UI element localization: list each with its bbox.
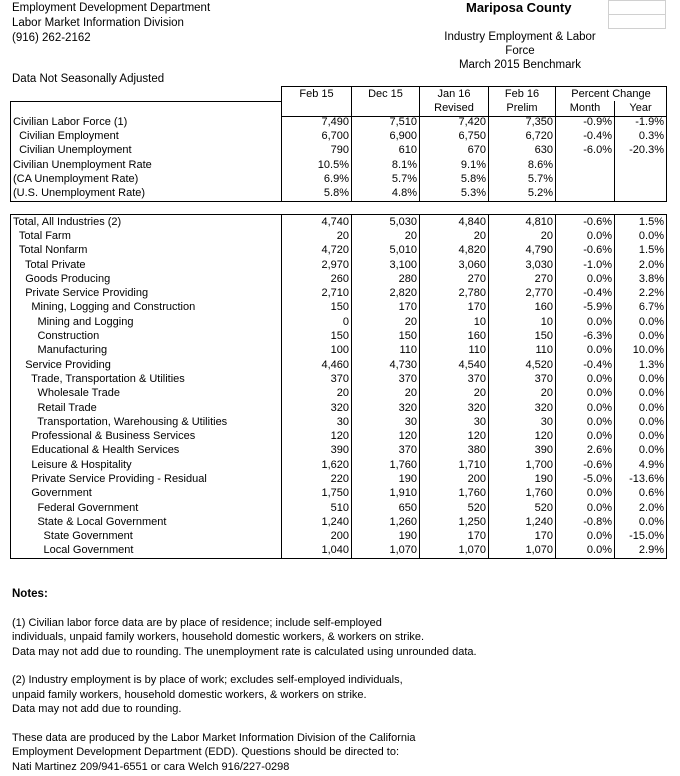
cell-feb15: 150	[282, 301, 352, 315]
cell-feb16: 270	[489, 272, 556, 286]
cell-year-change: 2.2%	[615, 286, 667, 300]
labor-force-row	[11, 129, 667, 143]
cell-feb15: 7,490	[282, 115, 352, 129]
cell-month-change: 0.0%	[556, 272, 615, 286]
row-label: Service Providing	[11, 358, 282, 372]
cell-year-change: 0.0%	[615, 415, 667, 429]
row-label: Educational & Health Services	[11, 444, 282, 458]
county-title: Mariposa County	[466, 0, 572, 15]
note-2-line: Data may not add due to rounding.	[12, 703, 182, 715]
cell-feb16: 190	[489, 472, 556, 486]
note-3-line: These data are produced by the Labor Market Information Division of the California	[12, 731, 416, 744]
cell-month-change: 0.0%	[556, 387, 615, 401]
cell-year-change: 2.9%	[615, 544, 667, 559]
row-label: State & Local Government	[11, 515, 282, 529]
cell-month-change: -0.9%	[556, 115, 615, 129]
cell-year-change: 0.3%	[615, 129, 667, 143]
cell-year-change: 1.5%	[615, 215, 667, 230]
row-label: (U.S. Unemployment Rate)	[11, 186, 282, 201]
cell-jan16: 170	[420, 301, 489, 315]
cell-feb15: 100	[282, 344, 352, 358]
row-label: Private Service Providing - Residual	[11, 472, 282, 486]
cell-jan16: 2,780	[420, 286, 489, 300]
cell-feb15: 4,720	[282, 244, 352, 258]
cell-year-change: 1.5%	[615, 244, 667, 258]
cell-feb16: 20	[489, 387, 556, 401]
cell-dec15: 190	[352, 530, 420, 544]
cell-dec15: 1,070	[352, 544, 420, 559]
cell-year-change: -15.0%	[615, 530, 667, 544]
cell-jan16: 370	[420, 372, 489, 386]
report-subtitle	[428, 30, 612, 72]
cell-jan16: 320	[420, 401, 489, 415]
cell-dec15: 1,910	[352, 487, 420, 501]
row-label: Private Service Providing	[11, 286, 282, 300]
cell-feb15: 790	[282, 144, 352, 158]
cell-feb16: 170	[489, 530, 556, 544]
row-label: Federal Government	[11, 501, 282, 515]
industry-row	[11, 515, 667, 529]
col-header-dec15: Dec 15	[352, 87, 420, 102]
cell-jan16: 520	[420, 501, 489, 515]
cell-month-change: 2.6%	[556, 444, 615, 458]
row-label: Manufacturing	[11, 344, 282, 358]
industry-row	[11, 530, 667, 544]
row-label: Total, All Industries (2)	[11, 215, 282, 230]
cell-dec15: 650	[352, 501, 420, 515]
cell-jan16: 380	[420, 444, 489, 458]
industry-row	[11, 244, 667, 258]
cell-jan16: 9.1%	[420, 158, 489, 172]
header-cell-box	[608, 0, 666, 15]
cell-jan16: 30	[420, 415, 489, 429]
cell-feb15: 2,710	[282, 286, 352, 300]
cell-feb16: 2,770	[489, 286, 556, 300]
cell-jan16: 270	[420, 272, 489, 286]
header-cell-box	[608, 14, 666, 29]
cell-month-change: -6.0%	[556, 144, 615, 158]
cell-dec15: 370	[352, 372, 420, 386]
cell-jan16: 20	[420, 387, 489, 401]
cell-feb16: 320	[489, 401, 556, 415]
cell-feb15: 0	[282, 315, 352, 329]
industry-row	[11, 258, 667, 272]
cell-month-change: -0.6%	[556, 458, 615, 472]
cell-month-change: 0.0%	[556, 315, 615, 329]
cell-dec15: 370	[352, 444, 420, 458]
row-label: Civilian Unemployment	[11, 144, 282, 158]
col-subheader-month: Month	[556, 101, 615, 116]
cell-jan16: 5.8%	[420, 172, 489, 186]
cell-dec15: 20	[352, 387, 420, 401]
cell-jan16: 170	[420, 530, 489, 544]
header-org-block	[12, 1, 210, 46]
cell-dec15: 6,900	[352, 129, 420, 143]
row-label: Civilian Employment	[11, 129, 282, 143]
cell-year-change: 6.7%	[615, 301, 667, 315]
cell-dec15: 280	[352, 272, 420, 286]
industry-row	[11, 358, 667, 372]
cell-jan16: 670	[420, 144, 489, 158]
cell-year-change	[615, 186, 667, 201]
cell-feb16: 4,810	[489, 215, 556, 230]
cell-jan16: 5.3%	[420, 186, 489, 201]
cell-month-change: 0.0%	[556, 544, 615, 559]
cell-month-change: 0.0%	[556, 372, 615, 386]
cell-jan16: 160	[420, 329, 489, 343]
cell-year-change: -13.6%	[615, 472, 667, 486]
cell-feb15: 20	[282, 387, 352, 401]
cell-month-change: 0.0%	[556, 429, 615, 443]
cell-dec15: 1,260	[352, 515, 420, 529]
industry-row	[11, 372, 667, 386]
row-label: Goods Producing	[11, 272, 282, 286]
cell-dec15: 150	[352, 329, 420, 343]
row-label: Total Private	[11, 258, 282, 272]
cell-jan16: 120	[420, 429, 489, 443]
cell-jan16: 1,710	[420, 458, 489, 472]
cell-month-change	[556, 186, 615, 201]
cell-year-change	[615, 158, 667, 172]
industry-row	[11, 387, 667, 401]
industry-row	[11, 215, 667, 230]
cell-feb16: 1,700	[489, 458, 556, 472]
cell-jan16: 3,060	[420, 258, 489, 272]
row-label: Government	[11, 487, 282, 501]
cell-jan16: 20	[420, 229, 489, 243]
cell-feb16: 1,760	[489, 487, 556, 501]
cell-jan16: 1,760	[420, 487, 489, 501]
cell-year-change: 0.0%	[615, 372, 667, 386]
subtitle-line-1: Industry Employment & Labor Force	[444, 31, 596, 57]
row-label: Trade, Transportation & Utilities	[11, 372, 282, 386]
cell-feb16: 3,030	[489, 258, 556, 272]
row-label: Leisure & Hospitality	[11, 458, 282, 472]
cell-dec15: 610	[352, 144, 420, 158]
org-name: Employment Development Department	[12, 2, 211, 14]
note-1-line: Data may not add due to rounding. The unemployment rate is calculated using unrounded data.	[12, 645, 477, 658]
industry-row	[11, 472, 667, 486]
note-2-line: (2) Industry employment is by place of work; excludes self-employed individuals,	[12, 674, 403, 686]
cell-dec15: 30	[352, 415, 420, 429]
cell-month-change: -0.4%	[556, 286, 615, 300]
cell-dec15: 1,760	[352, 458, 420, 472]
row-label: Wholesale Trade	[11, 387, 282, 401]
notes-section	[12, 587, 477, 774]
col-header-feb16: Feb 16	[489, 87, 556, 102]
row-label: Total Farm	[11, 229, 282, 243]
col-header-jan16: Jan 16	[420, 87, 489, 102]
cell-year-change: 0.0%	[615, 315, 667, 329]
notes-title: Notes:	[12, 588, 48, 600]
industry-employment-table	[10, 214, 667, 559]
column-header-table	[10, 86, 667, 117]
row-label: Civilian Labor Force (1)	[11, 115, 282, 129]
labor-force-row	[11, 186, 667, 201]
cell-year-change: 4.9%	[615, 458, 667, 472]
labor-force-row	[11, 158, 667, 172]
row-label: Local Government	[11, 544, 282, 559]
cell-year-change: -20.3%	[615, 144, 667, 158]
note-1-line: individuals, unpaid family workers, household domestic workers, & workers on strike.	[12, 631, 425, 643]
row-label: Retail Trade	[11, 401, 282, 415]
cell-jan16: 7,420	[420, 115, 489, 129]
cell-feb15: 20	[282, 229, 352, 243]
cell-feb16: 520	[489, 501, 556, 515]
cell-dec15: 110	[352, 344, 420, 358]
cell-feb16: 10	[489, 315, 556, 329]
subtitle-line-2: March 2015 Benchmark	[458, 59, 582, 71]
industry-row	[11, 444, 667, 458]
cell-year-change	[615, 172, 667, 186]
cell-dec15: 5,010	[352, 244, 420, 258]
cell-feb15: 220	[282, 472, 352, 486]
row-label: State Government	[11, 530, 282, 544]
cell-feb15: 510	[282, 501, 352, 515]
cell-feb15: 150	[282, 329, 352, 343]
note-3-line: Nati Martinez 209/941-6551 or cara Welch 916/227-0298	[12, 760, 290, 773]
division-name: Labor Market Information Division	[12, 17, 184, 29]
row-label: Construction	[11, 329, 282, 343]
labor-force-table	[10, 115, 667, 202]
cell-feb15: 320	[282, 401, 352, 415]
col-header-feb15: Feb 15	[282, 87, 352, 102]
cell-jan16: 6,750	[420, 129, 489, 143]
cell-dec15: 7,510	[352, 115, 420, 129]
cell-feb16: 20	[489, 229, 556, 243]
cell-month-change: 0.0%	[556, 530, 615, 544]
cell-feb16: 390	[489, 444, 556, 458]
cell-feb15: 1,620	[282, 458, 352, 472]
cell-dec15: 4.8%	[352, 186, 420, 201]
cell-feb15: 1,750	[282, 487, 352, 501]
cell-year-change: 0.6%	[615, 487, 667, 501]
cell-year-change: 0.0%	[615, 387, 667, 401]
row-label: (CA Unemployment Rate)	[11, 172, 282, 186]
col-subheader-revised: Revised	[420, 101, 489, 116]
row-label: Total Nonfarm	[11, 244, 282, 258]
cell-feb15: 120	[282, 429, 352, 443]
cell-feb15: 260	[282, 272, 352, 286]
cell-month-change: -0.6%	[556, 244, 615, 258]
industry-row	[11, 229, 667, 243]
cell-year-change: 10.0%	[615, 344, 667, 358]
industry-row	[11, 458, 667, 472]
row-label: Mining, Logging and Construction	[11, 301, 282, 315]
cell-year-change: 2.0%	[615, 501, 667, 515]
cell-month-change: -0.6%	[556, 215, 615, 230]
cell-feb15: 4,460	[282, 358, 352, 372]
cell-year-change: 0.0%	[615, 229, 667, 243]
cell-year-change: 0.0%	[615, 429, 667, 443]
cell-year-change: 2.0%	[615, 258, 667, 272]
cell-month-change: -0.8%	[556, 515, 615, 529]
note-1-line: (1) Civilian labor force data are by place of residence; include self-employed	[12, 616, 382, 629]
cell-feb15: 6.9%	[282, 172, 352, 186]
cell-year-change: -1.9%	[615, 115, 667, 129]
col-header-percent-change: Percent Change	[556, 87, 667, 102]
col-subheader-prelim: Prelim	[489, 101, 556, 116]
cell-year-change: 0.0%	[615, 329, 667, 343]
cell-month-change: 0.0%	[556, 344, 615, 358]
cell-dec15: 170	[352, 301, 420, 315]
industry-row	[11, 315, 667, 329]
note-2-line: unpaid family workers, household domestic workers, & workers on strike.	[12, 688, 367, 701]
cell-year-change: 3.8%	[615, 272, 667, 286]
cell-month-change: -5.0%	[556, 472, 615, 486]
cell-feb15: 5.8%	[282, 186, 352, 201]
industry-row	[11, 344, 667, 358]
industry-row	[11, 286, 667, 300]
cell-feb15: 390	[282, 444, 352, 458]
cell-dec15: 20	[352, 315, 420, 329]
industry-row	[11, 272, 667, 286]
industry-row	[11, 487, 667, 501]
cell-dec15: 20	[352, 229, 420, 243]
cell-jan16: 4,540	[420, 358, 489, 372]
cell-feb16: 5.7%	[489, 172, 556, 186]
cell-dec15: 5,030	[352, 215, 420, 230]
industry-row	[11, 329, 667, 343]
cell-feb15: 200	[282, 530, 352, 544]
cell-feb16: 8.6%	[489, 158, 556, 172]
cell-feb16: 7,350	[489, 115, 556, 129]
cell-dec15: 3,100	[352, 258, 420, 272]
cell-month-change: -0.4%	[556, 129, 615, 143]
cell-feb16: 370	[489, 372, 556, 386]
cell-year-change: 0.0%	[615, 444, 667, 458]
cell-feb16: 160	[489, 301, 556, 315]
cell-feb15: 1,040	[282, 544, 352, 559]
industry-row	[11, 501, 667, 515]
cell-dec15: 190	[352, 472, 420, 486]
cell-month-change: 0.0%	[556, 487, 615, 501]
cell-dec15: 320	[352, 401, 420, 415]
cell-month-change: 0.0%	[556, 229, 615, 243]
cell-feb15: 4,740	[282, 215, 352, 230]
industry-row	[11, 401, 667, 415]
cell-dec15: 8.1%	[352, 158, 420, 172]
cell-feb15: 2,970	[282, 258, 352, 272]
cell-jan16: 4,840	[420, 215, 489, 230]
cell-feb16: 630	[489, 144, 556, 158]
cell-feb16: 150	[489, 329, 556, 343]
cell-feb15: 10.5%	[282, 158, 352, 172]
labor-force-row	[11, 144, 667, 158]
cell-month-change	[556, 172, 615, 186]
cell-feb15: 30	[282, 415, 352, 429]
cell-dec15: 4,730	[352, 358, 420, 372]
cell-month-change: 0.0%	[556, 401, 615, 415]
cell-feb16: 1,070	[489, 544, 556, 559]
cell-month-change: -5.9%	[556, 301, 615, 315]
cell-month-change	[556, 158, 615, 172]
cell-jan16: 110	[420, 344, 489, 358]
cell-jan16: 200	[420, 472, 489, 486]
cell-feb16: 4,520	[489, 358, 556, 372]
col-subheader-year: Year	[615, 101, 667, 116]
row-label: Professional & Business Services	[11, 429, 282, 443]
cell-feb16: 1,240	[489, 515, 556, 529]
cell-month-change: -6.3%	[556, 329, 615, 343]
labor-force-row	[11, 115, 667, 129]
cell-jan16: 1,250	[420, 515, 489, 529]
note-3-line: Employment Development Department (EDD). Questions should be directed to:	[12, 746, 400, 758]
row-label: Transportation, Warehousing & Utilities	[11, 415, 282, 429]
cell-feb16: 5.2%	[489, 186, 556, 201]
cell-feb16: 4,790	[489, 244, 556, 258]
cell-feb15: 370	[282, 372, 352, 386]
cell-feb16: 6,720	[489, 129, 556, 143]
cell-feb16: 110	[489, 344, 556, 358]
cell-feb15: 6,700	[282, 129, 352, 143]
industry-row	[11, 429, 667, 443]
labor-force-row	[11, 172, 667, 186]
adjustment-note: Data Not Seasonally Adjusted	[12, 73, 165, 85]
cell-jan16: 4,820	[420, 244, 489, 258]
industry-row	[11, 415, 667, 429]
cell-feb16: 30	[489, 415, 556, 429]
industry-row	[11, 544, 667, 559]
cell-feb15: 1,240	[282, 515, 352, 529]
cell-dec15: 2,820	[352, 286, 420, 300]
cell-year-change: 0.0%	[615, 515, 667, 529]
industry-row	[11, 301, 667, 315]
cell-year-change: 1.3%	[615, 358, 667, 372]
cell-feb16: 120	[489, 429, 556, 443]
cell-dec15: 5.7%	[352, 172, 420, 186]
row-label: Mining and Logging	[11, 315, 282, 329]
cell-month-change: 0.0%	[556, 415, 615, 429]
cell-year-change: 0.0%	[615, 401, 667, 415]
cell-month-change: -0.4%	[556, 358, 615, 372]
cell-jan16: 10	[420, 315, 489, 329]
row-label: Civilian Unemployment Rate	[11, 158, 282, 172]
phone-number: (916) 262-2162	[12, 32, 91, 44]
cell-month-change: 0.0%	[556, 501, 615, 515]
cell-dec15: 120	[352, 429, 420, 443]
cell-month-change: -1.0%	[556, 258, 615, 272]
cell-jan16: 1,070	[420, 544, 489, 559]
